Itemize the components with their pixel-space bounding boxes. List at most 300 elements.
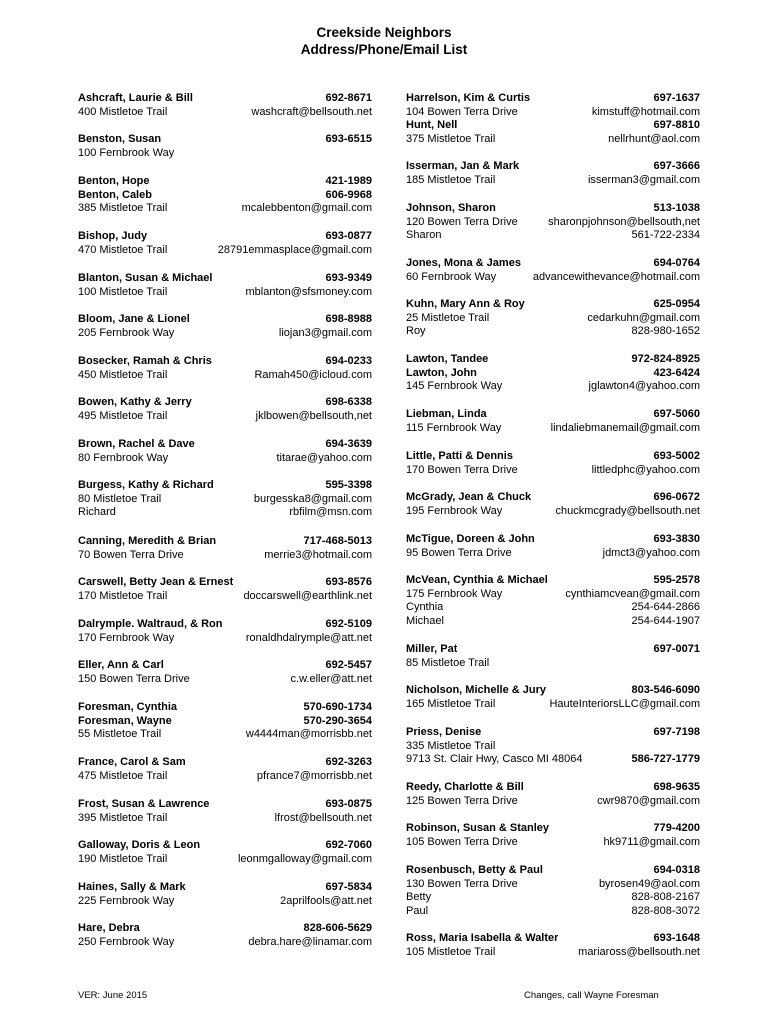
resident-name: Benton, Caleb <box>78 188 152 201</box>
address-text: 170 Fernbrook Way <box>78 631 175 644</box>
version-note: VER: June 2015 <box>78 990 148 1001</box>
contact-detail: 828-808-3072 <box>631 904 700 917</box>
directory-entry <box>78 535 372 562</box>
resident-name: Foresman, Wayne <box>78 714 172 727</box>
address-text: 80 Mistletoe Trail <box>78 492 162 505</box>
entry-detail-row <box>78 549 372 563</box>
entry-detail-row <box>406 946 700 960</box>
phone-number: 694-0764 <box>653 257 700 269</box>
directory-entry <box>406 160 700 187</box>
resident-name: Nicholson, Michelle & Jury <box>406 684 546 696</box>
entry-name-row <box>78 701 372 715</box>
entry-name-row <box>406 408 700 422</box>
entry-name-row <box>78 881 372 895</box>
resident-name: Hare, Debra <box>78 922 140 934</box>
entry-name-row <box>406 684 700 698</box>
address-text: 475 Mistletoe Trail <box>78 769 168 782</box>
resident-name: Hunt, Nell <box>406 119 458 132</box>
directory-entry <box>406 298 700 339</box>
address-text: 165 Mistletoe Trail <box>406 697 496 710</box>
phone-number: 692-5457 <box>325 659 372 671</box>
resident-name: Canning, Meredith & Brian <box>78 535 217 547</box>
directory-entry <box>406 726 700 767</box>
entry-detail-row <box>78 812 372 826</box>
contact-detail: mblanton@sfsmoney.com <box>245 285 372 298</box>
entry-name-row <box>406 491 700 505</box>
contact-detail: w4444man@morrisbb.net <box>245 728 372 741</box>
entry-name-row <box>78 479 372 493</box>
contact-detail: isserman3@gmail.com <box>587 173 700 186</box>
phone-number: 692-3263 <box>325 756 372 768</box>
entry-name-row <box>406 822 700 836</box>
address-text: 9713 St. Clair Hwy, Casco MI 48064 <box>406 753 583 766</box>
resident-name: Jones, Mona & James <box>406 257 521 269</box>
address-text: Michael <box>406 614 444 627</box>
phone-number: 693-1648 <box>653 932 700 944</box>
entry-detail-row <box>78 327 372 341</box>
directory-entry <box>406 822 700 849</box>
entry-name-row <box>78 576 372 590</box>
directory-entry <box>406 491 700 518</box>
phone-number: 803-546-6090 <box>631 684 700 696</box>
contact-detail: byrosen49@aol.com <box>598 877 700 890</box>
phone-number: 694-3639 <box>325 438 372 450</box>
contact-detail: cwr9870@gmail.com <box>597 794 700 807</box>
entry-name-row <box>78 798 372 812</box>
resident-name: Robinson, Susan & Stanley <box>406 822 550 834</box>
entry-detail-row <box>406 133 700 147</box>
resident-name: Blanton, Susan & Michael <box>78 272 213 284</box>
resident-name: Ashcraft, Laurie & Bill <box>78 92 193 104</box>
entry-detail-row <box>78 369 372 383</box>
entry-detail-row <box>78 632 372 646</box>
entry-name-row <box>78 272 372 286</box>
resident-name: Harrelson, Kim & Curtis <box>406 92 531 104</box>
contact-detail: burgesska8@gmail.com <box>253 492 372 505</box>
entry-detail-row <box>406 601 700 615</box>
entry-detail-row <box>406 698 700 712</box>
phone-number: 595-3398 <box>325 479 372 491</box>
phone-number: 697-8810 <box>653 119 700 132</box>
address-text: 105 Mistletoe Trail <box>406 945 496 958</box>
changes-note: Changes, call Wayne Foresman <box>524 990 659 1001</box>
address-text: 120 Bowen Terra Drive <box>406 215 518 228</box>
directory-entry <box>78 922 372 949</box>
page-subtitle: Address/Phone/Email List <box>300 42 468 57</box>
entry-detail-row <box>78 673 372 687</box>
directory-entry <box>78 438 372 465</box>
entry-name-row <box>78 92 372 106</box>
directory-entry <box>78 479 372 520</box>
entry-detail-row <box>406 753 700 767</box>
entry-name-row <box>78 715 372 729</box>
address-text: 400 Mistletoe Trail <box>78 105 168 118</box>
entry-detail-row <box>78 590 372 604</box>
directory-entry <box>78 175 372 216</box>
contact-detail: leonmgalloway@gmail.com <box>237 852 372 865</box>
entry-detail-row <box>406 878 700 892</box>
entry-detail-row <box>406 106 700 120</box>
entry-detail-row <box>406 216 700 230</box>
contact-detail: hk9711@gmail.com <box>603 835 700 848</box>
address-text: 100 Fernbrook Way <box>78 146 175 159</box>
address-text: 115 Fernbrook Way <box>406 421 502 434</box>
contact-detail: c.w.eller@att.net <box>290 672 372 685</box>
resident-name: McVean, Cynthia & Michael <box>406 574 548 586</box>
phone-number: 972-824-8925 <box>631 353 700 365</box>
entry-name-row <box>78 756 372 770</box>
entry-detail-row <box>78 728 372 742</box>
directory-entry <box>406 92 700 146</box>
phone-number: 697-1637 <box>653 92 700 104</box>
entry-detail-row <box>406 229 700 243</box>
address-text: 85 Mistletoe Trail <box>406 656 490 669</box>
contact-detail: 254-644-2866 <box>631 601 700 614</box>
entry-detail-row <box>406 795 700 809</box>
phone-number: 693-0875 <box>325 798 372 810</box>
entry-name-row <box>406 257 700 271</box>
entry-name-row <box>406 574 700 588</box>
contact-detail: 828-808-2167 <box>631 891 700 904</box>
phone-number: 595-2578 <box>653 574 700 586</box>
contact-detail: pfrance7@morrisbb.net <box>256 769 372 782</box>
address-text: 195 Fernbrook Way <box>406 504 503 517</box>
address-text: 225 Fernbrook Way <box>78 894 175 907</box>
phone-number: 717-468-5013 <box>303 535 372 547</box>
directory-entry <box>78 618 372 645</box>
entry-detail-row <box>78 286 372 300</box>
entry-name-row <box>406 932 700 946</box>
phone-number: 697-5834 <box>325 881 372 893</box>
entry-name-row <box>78 618 372 632</box>
resident-name: France, Carol & Sam <box>78 756 186 768</box>
entry-detail-row <box>78 147 372 161</box>
resident-name: Frost, Susan & Lawrence <box>78 798 210 810</box>
resident-name: Benston, Susan <box>78 133 162 145</box>
phone-number: 693-0877 <box>325 230 372 242</box>
entry-name-row <box>406 367 700 381</box>
phone-number: 693-6515 <box>325 133 372 145</box>
address-text: 130 Bowen Terra Drive <box>406 877 518 890</box>
entry-detail-row <box>406 615 700 629</box>
resident-name: Bishop, Judy <box>78 230 148 242</box>
contact-detail: cedarkuhn@gmail.com <box>587 311 700 324</box>
address-text: 170 Mistletoe Trail <box>78 589 168 602</box>
resident-name: Haines, Sally & Mark <box>78 881 186 893</box>
resident-name: Foresman, Cynthia <box>78 701 178 713</box>
directory-entry <box>78 839 372 866</box>
phone-number: 828-606-5629 <box>303 922 372 934</box>
resident-name: Isserman, Jan & Mark <box>406 160 520 172</box>
phone-number: 694-0318 <box>653 864 700 876</box>
address-text: 450 Mistletoe Trail <box>78 368 168 381</box>
contact-detail: 561-722-2334 <box>631 229 700 242</box>
address-text: 100 Mistletoe Trail <box>78 285 168 298</box>
entry-detail-row <box>406 657 700 671</box>
contact-detail: jglawton4@yahoo.com <box>588 380 700 393</box>
entry-detail-row <box>406 380 700 394</box>
phone-number: 423-6424 <box>653 366 700 379</box>
phone-number: 697-5060 <box>653 408 700 420</box>
entry-detail-row <box>406 422 700 436</box>
contact-detail: mcalebbenton@gmail.com <box>241 202 372 215</box>
resident-name: Kuhn, Mary Ann & Roy <box>406 298 525 310</box>
resident-name: Dalrymple. Waltraud, & Ron <box>78 618 223 630</box>
contact-detail: titarae@yahoo.com <box>276 451 372 464</box>
resident-name: Lawton, John <box>406 366 477 379</box>
entry-detail-row <box>406 505 700 519</box>
phone-number: 693-3830 <box>653 533 700 545</box>
phone-number: 606-9968 <box>325 188 372 201</box>
resident-name: Priess, Denise <box>406 726 482 738</box>
entry-name-row <box>406 160 700 174</box>
entry-name-row <box>406 781 700 795</box>
address-text: 250 Fernbrook Way <box>78 935 175 948</box>
address-text: Cynthia <box>406 601 444 614</box>
directory-entry <box>406 450 700 477</box>
entry-detail-row <box>78 853 372 867</box>
phone-number: 693-8576 <box>325 576 372 588</box>
contact-detail: jdmct3@yahoo.com <box>602 546 700 559</box>
address-text: 95 Bowen Terra Drive <box>406 546 512 559</box>
entry-name-row <box>78 189 372 203</box>
contact-detail: 2aprilfools@att.net <box>280 894 372 907</box>
contact-detail: jklbowen@bellsouth,net <box>255 409 372 422</box>
contact-detail: Ramah450@icloud.com <box>254 368 372 381</box>
entry-detail-row <box>406 740 700 754</box>
directory-entry <box>78 92 372 119</box>
phone-number: 421-1989 <box>325 175 372 187</box>
entry-name-row <box>78 659 372 673</box>
entry-name-row <box>78 230 372 244</box>
entry-name-row <box>78 175 372 189</box>
address-text: 80 Fernbrook Way <box>78 451 169 464</box>
entry-detail-row <box>78 936 372 950</box>
entry-name-row <box>78 438 372 452</box>
directory-entry <box>406 353 700 394</box>
contact-detail: washcraft@bellsouth.net <box>251 105 372 118</box>
address-text: Richard <box>78 506 116 519</box>
address-text: 395 Mistletoe Trail <box>78 811 168 824</box>
address-text: Roy <box>406 325 426 338</box>
phone-number: 779-4200 <box>653 822 700 834</box>
entry-detail-row <box>78 452 372 466</box>
contact-detail: ronaldhdalrymple@att.net <box>245 631 372 644</box>
address-text: 170 Bowen Terra Drive <box>406 463 518 476</box>
entry-name-row <box>78 396 372 410</box>
contact-detail: lfrost@bellsouth.net <box>274 811 372 824</box>
phone-number: 625-0954 <box>653 298 700 310</box>
entry-detail-row <box>78 506 372 520</box>
contact-detail: kimstuff@hotmail.com <box>591 105 700 118</box>
contact-detail: sharonpjohnson@bellsouth,net <box>548 215 700 228</box>
entry-detail-row <box>406 905 700 919</box>
contact-detail: littledphc@yahoo.com <box>591 463 700 476</box>
entry-detail-row <box>406 312 700 326</box>
address-text: 105 Bowen Terra Drive <box>406 835 518 848</box>
entry-name-row <box>406 92 700 106</box>
directory-entry <box>406 533 700 560</box>
address-text: Betty <box>406 891 432 904</box>
entry-name-row <box>78 535 372 549</box>
address-text: 125 Bowen Terra Drive <box>406 794 518 807</box>
resident-name: Little, Patti & Dennis <box>406 450 513 462</box>
phone-number: 570-690-1734 <box>303 701 372 713</box>
entry-name-row <box>78 922 372 936</box>
phone-number: 696-0672 <box>653 491 700 503</box>
resident-name: Bosecker, Ramah & Chris <box>78 355 212 367</box>
directory-entry <box>406 202 700 243</box>
address-text: 385 Mistletoe Trail <box>78 202 168 215</box>
directory-entry <box>78 659 372 686</box>
phone-number: 697-3666 <box>653 160 700 172</box>
phone-number: 697-7198 <box>653 726 700 738</box>
resident-name: Liebman, Linda <box>406 408 487 420</box>
entry-name-row <box>406 726 700 740</box>
entry-detail-row <box>406 464 700 478</box>
resident-name: McTigue, Doreen & John <box>406 533 535 545</box>
contact-detail: rbfilm@msn.com <box>289 506 372 519</box>
entry-detail-row <box>78 770 372 784</box>
contact-detail: advancewithevance@hotmail.com <box>532 270 700 283</box>
address-text: 175 Fernbrook Way <box>406 587 503 600</box>
resident-name: Burgess, Kathy & Richard <box>78 479 214 491</box>
entry-detail-row <box>78 244 372 258</box>
directory-entry <box>406 574 700 628</box>
page-title: Creekside Neighbors <box>316 25 452 40</box>
directory-entry <box>406 684 700 711</box>
entry-detail-row <box>406 325 700 339</box>
entry-detail-row <box>406 836 700 850</box>
entry-name-row <box>406 533 700 547</box>
directory-entry <box>78 576 372 603</box>
directory-entry <box>78 701 372 742</box>
contact-detail: liojan3@gmail.com <box>278 326 372 339</box>
resident-name: Rosenbusch, Betty & Paul <box>406 864 543 876</box>
address-text: 60 Fernbrook Way <box>406 270 497 283</box>
contact-detail: cynthiamcvean@gmail.com <box>565 587 700 600</box>
address-text: 104 Bowen Terra Drive <box>406 105 518 118</box>
directory-entry <box>78 756 372 783</box>
entry-detail-row <box>78 106 372 120</box>
contact-detail: 254-644-1907 <box>631 614 700 627</box>
directory-entry <box>78 396 372 423</box>
contact-detail: merrie3@hotmail.com <box>264 548 372 561</box>
directory-entry <box>78 230 372 257</box>
address-text: 205 Fernbrook Way <box>78 326 175 339</box>
resident-name: McGrady, Jean & Chuck <box>406 491 532 503</box>
entry-name-row <box>406 864 700 878</box>
entry-name-row <box>406 353 700 367</box>
address-text: 70 Bowen Terra Drive <box>78 548 184 561</box>
resident-name: Lawton, Tandee <box>406 353 489 365</box>
address-text: Sharon <box>406 229 442 242</box>
entry-detail-row <box>406 588 700 602</box>
directory-entry <box>78 881 372 908</box>
entry-name-row <box>78 313 372 327</box>
contact-detail: chuckmcgrady@bellsouth.net <box>555 504 700 517</box>
phone-number: 697-0071 <box>653 643 700 655</box>
phone-number: 698-8988 <box>325 313 372 325</box>
directory-entry <box>406 408 700 435</box>
entry-name-row <box>406 450 700 464</box>
phone-number: 694-0233 <box>325 355 372 367</box>
directory-entry <box>406 257 700 284</box>
address-text: Paul <box>406 904 429 917</box>
entry-detail-row <box>406 891 700 905</box>
contact-detail: nellrhunt@aol.com <box>608 132 700 145</box>
phone-number: 693-5002 <box>653 450 700 462</box>
directory-entry <box>406 643 700 670</box>
contact-detail: lindaliebmanemail@gmail.com <box>550 421 700 434</box>
address-text: 55 Mistletoe Trail <box>78 728 162 741</box>
address-text: 335 Mistletoe Trail <box>406 739 496 752</box>
address-text: 190 Mistletoe Trail <box>78 852 168 865</box>
directory-entry <box>406 781 700 808</box>
entry-detail-row <box>78 202 372 216</box>
address-text: 150 Bowen Terra Drive <box>78 672 190 685</box>
phone-number: 698-9635 <box>653 781 700 793</box>
contact-detail: 28791emmasplace@gmail.com <box>217 243 372 256</box>
entry-name-row <box>406 298 700 312</box>
resident-name: Miller, Pat <box>406 643 458 655</box>
resident-name: Bloom, Jane & Lionel <box>78 313 190 325</box>
directory-entry <box>78 133 372 160</box>
entry-detail-row <box>406 271 700 285</box>
address-text: 25 Mistletoe Trail <box>406 311 490 324</box>
resident-name: Ross, Maria Isabella & Walter <box>406 932 559 944</box>
resident-name: Galloway, Doris & Leon <box>78 839 201 851</box>
resident-name: Reedy, Charlotte & Bill <box>406 781 524 793</box>
directory-entry <box>406 932 700 959</box>
address-text: 185 Mistletoe Trail <box>406 173 496 186</box>
resident-name: Bowen, Kathy & Jerry <box>78 396 192 408</box>
entry-detail-row <box>78 493 372 507</box>
contact-detail: mariaross@bellsouth.net <box>578 945 700 958</box>
contact-detail: 828-980-1652 <box>631 325 700 338</box>
entry-name-row <box>406 119 700 133</box>
phone-number: 692-8671 <box>325 92 372 104</box>
phone-number: 570-290-3654 <box>303 714 372 727</box>
directory-entry <box>78 355 372 382</box>
entry-detail-row <box>78 895 372 909</box>
directory-entry <box>78 272 372 299</box>
directory-entry <box>78 313 372 340</box>
resident-name: Carswell, Betty Jean & Ernest <box>78 576 234 588</box>
contact-detail: debra.hare@linamar.com <box>248 935 372 948</box>
resident-name: Benton, Hope <box>78 175 150 187</box>
directory-entry <box>406 864 700 918</box>
phone-number: 513-1038 <box>653 202 700 214</box>
phone-number: 692-5109 <box>325 618 372 630</box>
directory-entry <box>78 798 372 825</box>
contact-detail: HauteInteriorsLLC@gmail.com <box>549 697 700 710</box>
phone-number: 698-6338 <box>325 396 372 408</box>
entry-name-row <box>78 355 372 369</box>
phone-number: 693-9349 <box>325 272 372 284</box>
entry-name-row <box>406 202 700 216</box>
address-text: 470 Mistletoe Trail <box>78 243 168 256</box>
address-text: 375 Mistletoe Trail <box>406 132 496 145</box>
resident-name: Brown, Rachel & Dave <box>78 438 195 450</box>
phone-number: 692-7060 <box>325 839 372 851</box>
address-text: 495 Mistletoe Trail <box>78 409 168 422</box>
entry-detail-row <box>406 174 700 188</box>
entry-name-row <box>78 839 372 853</box>
contact-detail: doccarswell@earthlink.net <box>243 589 372 602</box>
resident-name: Eller, Ann & Carl <box>78 659 164 671</box>
entry-name-row <box>406 643 700 657</box>
